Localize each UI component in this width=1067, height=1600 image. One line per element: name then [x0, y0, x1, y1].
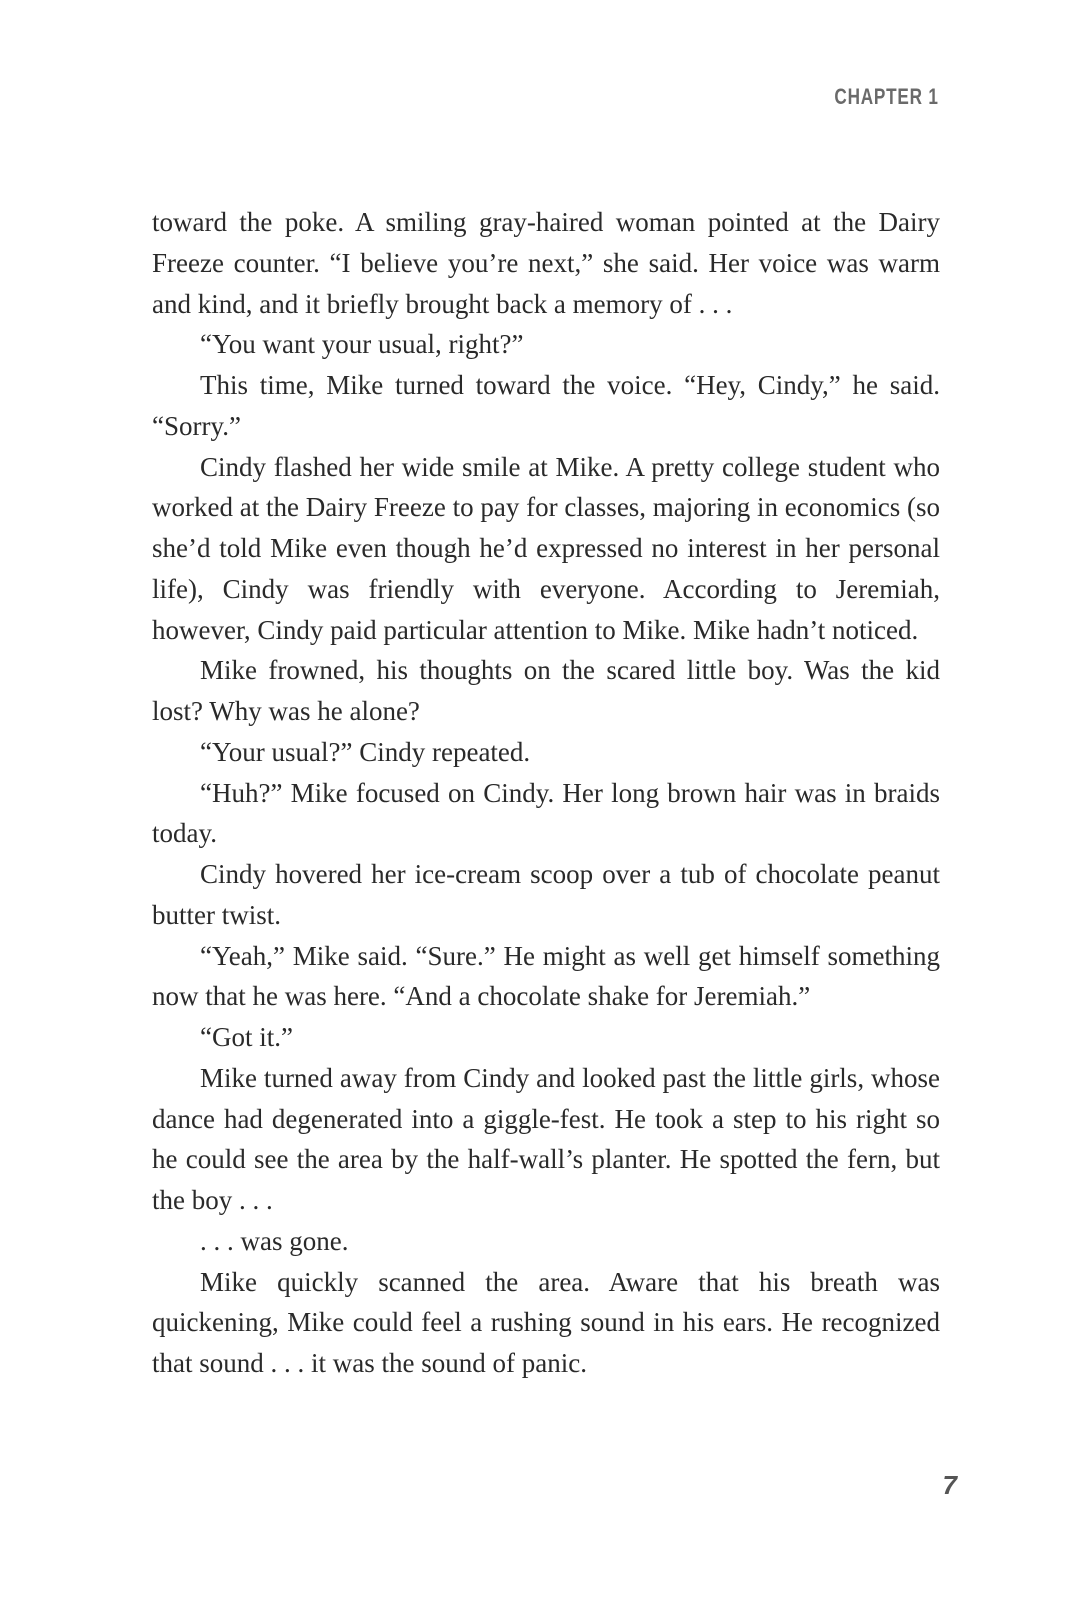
paragraph: toward the poke. A smiling gray-haired woman pointed at the Dairy Freeze counter. “I believe you’re next,” she said. Her voice was warm and kind, and it briefly brought back a memory of . . . — [152, 207, 940, 319]
paragraph: This time, Mike turned toward the voice. “Hey, Cindy,” he said. “Sorry.” — [152, 370, 940, 441]
paragraph: Mike turned away from Cindy and looked past the little girls, whose dance had degenerated into a giggle-fest. He took a step to his right so he could see the area by the half-wall’s planter. He spotted the fern, but the boy . . . — [152, 1062, 940, 1215]
paragraph: Cindy hovered her ice-cream scoop over a tub of chocolate peanut butter twist. — [152, 859, 940, 930]
page-number: 7 — [942, 1470, 957, 1500]
paragraph: Mike quickly scanned the area. Aware that his breath was quickening, Mike could feel a rushing sound in his ears. He recognized that sound . . . it was the sound of panic. — [152, 1266, 940, 1378]
paragraph: “You want your usual, right?” — [200, 329, 524, 360]
running-head: CHAPTER 1 — [834, 84, 939, 109]
body-text — [152, 202, 940, 1384]
paragraph: “Yeah,” Mike said. “Sure.” He might as well get himself something now that he was here. “And a chocolate shake for Jeremiah.” — [152, 940, 940, 1012]
paragraph: Mike frowned, his thoughts on the scared little boy. Was the kid lost? Why was he alone? — [152, 655, 940, 726]
paragraph: . . . was gone. — [200, 1225, 349, 1256]
paragraph: “Huh?” Mike focused on Cindy. Her long brown hair was in braids today. — [152, 777, 940, 849]
paragraph: “Got it.” — [200, 1022, 293, 1052]
paragraph: “Your usual?” Cindy repeated. — [200, 736, 531, 767]
paragraph: Cindy flashed her wide smile at Mike. A pretty college student who worked at the Dairy Freeze to pay for classes, majoring in economics (so she’d told Mike even though he’d expressed no interest in her personal life), Cindy was friendly with everyone. According to Jeremiah, however, Cindy paid particular attention to Mike. Mike hadn’t noticed. — [152, 451, 940, 645]
